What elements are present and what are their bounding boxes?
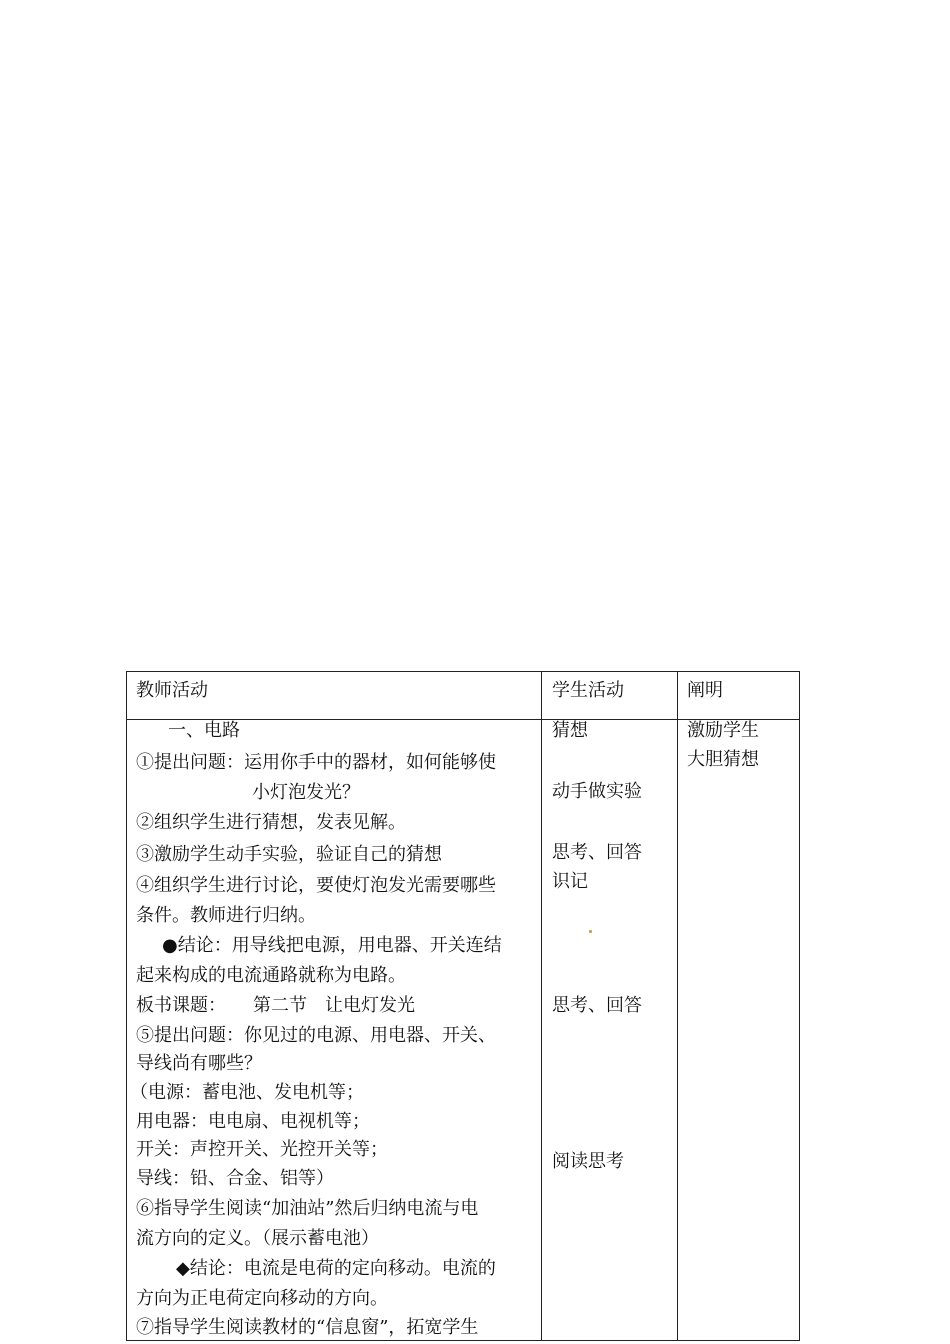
header-teacher-activity: 教师活动: [136, 680, 208, 701]
table-border-right: [799, 671, 800, 1341]
student-item: 阅读思考: [552, 1151, 624, 1172]
teacher-line: ⑤提出问题：你见过的电源、用电器、开关、: [136, 1025, 496, 1046]
student-item: 动手做实验: [552, 781, 642, 802]
teacher-line: 一、电路: [168, 720, 240, 741]
teacher-line: 板书课题： 第二节 让电灯发光: [136, 995, 415, 1016]
stray-mark: [589, 930, 592, 933]
teacher-line: 小灯泡发光？: [252, 782, 360, 803]
teacher-line: 条件。教师进行归纳。: [136, 905, 316, 926]
teacher-line: 流方向的定义。（展示蓄电池）: [136, 1228, 379, 1249]
teacher-line: 导线：铅、合金、铝等）: [136, 1168, 334, 1189]
header-explanation: 阐明: [687, 680, 723, 701]
teacher-line: ◆结论：电流是电荷的定向移动。电流的: [176, 1258, 496, 1279]
note-line: 激励学生: [687, 720, 759, 741]
teacher-line: ②组织学生进行猜想，发表见解。: [136, 812, 406, 833]
teacher-line: ④组织学生进行讨论，要使灯泡发光需要哪些: [136, 875, 496, 896]
header-student-activity: 学生活动: [552, 680, 624, 701]
teacher-line: 方向为正电荷定向移动的方向。: [136, 1288, 388, 1309]
student-item: 思考、回答: [552, 995, 642, 1016]
teacher-line: ●结论：用导线把电源，用电器、开关连结: [162, 935, 502, 956]
teacher-line: ③激励学生动手实验，验证自己的猜想: [136, 844, 442, 865]
table-col-divider-1: [541, 671, 542, 1341]
teacher-line: 起来构成的电流通路就称为电路。: [136, 965, 406, 986]
teacher-line: ①提出问题：运用你手中的器材，如何能够使: [136, 752, 496, 773]
teacher-line: ⑥指导学生阅读“加油站”然后归纳电流与电: [136, 1198, 479, 1219]
teacher-line: 用电器：电电扇、电视机等；: [136, 1111, 370, 1132]
teacher-line: （电源：蓄电池、发电机等；: [130, 1082, 364, 1103]
student-item: 猜想: [552, 720, 588, 741]
teacher-line: ⑦指导学生阅读教材的“信息窗”，拓宽学生: [136, 1317, 479, 1338]
student-item: 思考、回答: [552, 842, 642, 863]
teacher-line: 导线尚有哪些？: [136, 1053, 262, 1074]
note-line: 大胆猜想: [687, 749, 759, 770]
student-item: 识记: [552, 871, 588, 892]
table-col-divider-2: [677, 671, 678, 1341]
table-border-left: [126, 671, 127, 1341]
teacher-line: 开关：声控开关、光控开关等；: [136, 1139, 388, 1160]
table-border-top: [126, 671, 800, 672]
